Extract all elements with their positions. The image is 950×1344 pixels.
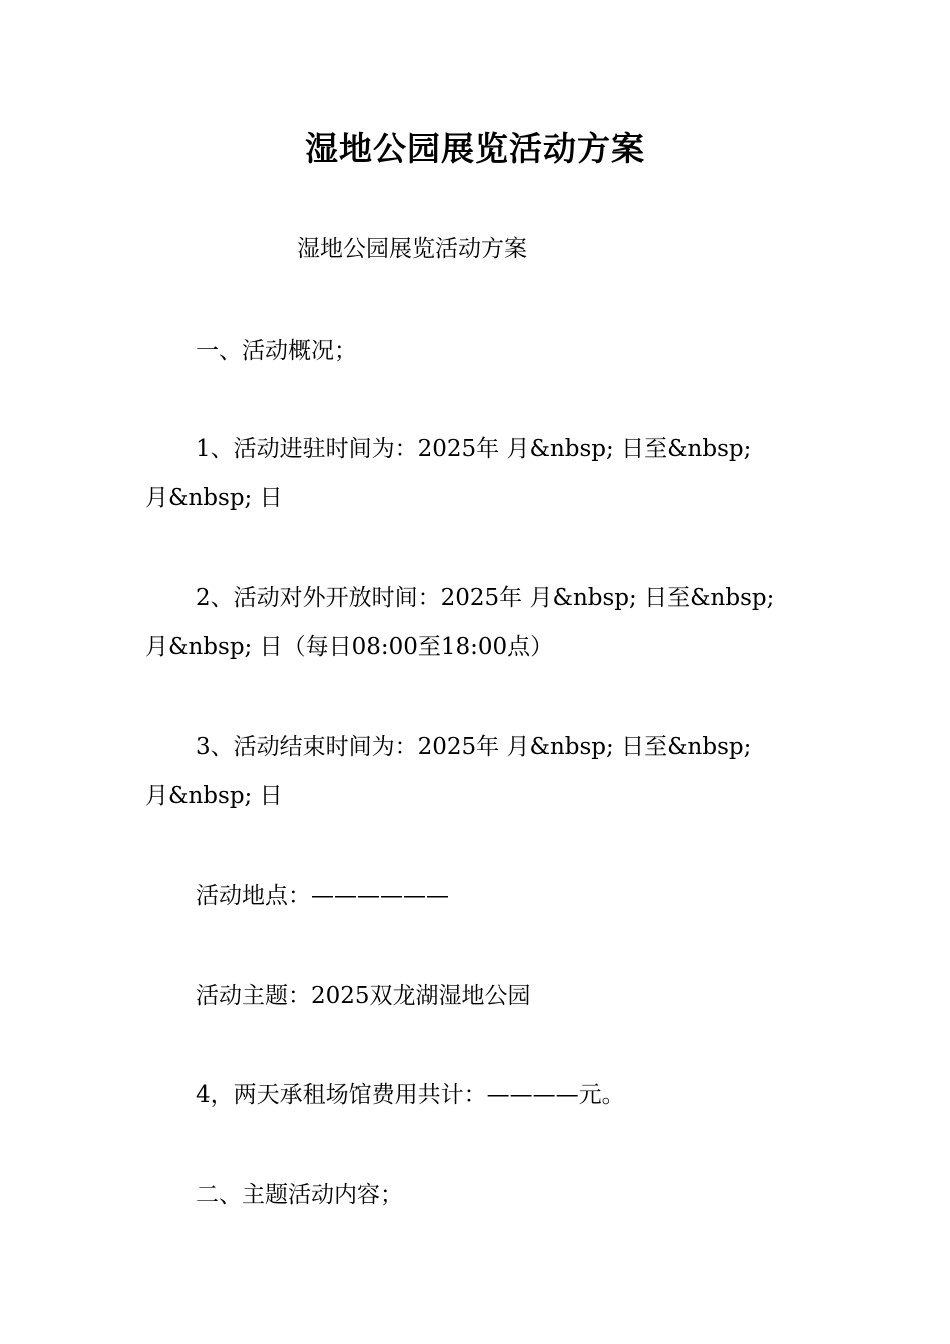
item-1-line-1: 1、活动进驻时间为：2025年 月&nbsp; 日至&nbsp; [196, 436, 752, 462]
document-subtitle: 湿地公园展览活动方案 [297, 236, 527, 262]
section-heading-content: 二、主题活动内容； [196, 1182, 403, 1208]
section-heading-overview: 一、活动概况； [196, 338, 357, 364]
item-1-line-2: 月&nbsp; 日 [145, 485, 283, 511]
item-4-line: 4，两天承租场馆费用共计：————元。 [196, 1082, 625, 1108]
item-3-line-2: 月&nbsp; 日 [145, 783, 283, 809]
item-2-line-1: 2、活动对外开放时间：2025年 月&nbsp; 日至&nbsp; [196, 585, 775, 611]
item-2-line-2: 月&nbsp; 日（每日08:00至18:00点） [145, 634, 554, 660]
item-3-line-1: 3、活动结束时间为：2025年 月&nbsp; 日至&nbsp; [196, 734, 752, 760]
venue-line: 活动地点：—————— [196, 883, 449, 909]
document-title: 湿地公园展览活动方案 [305, 129, 645, 168]
theme-line: 活动主题：2025双龙湖湿地公园 [196, 983, 531, 1009]
